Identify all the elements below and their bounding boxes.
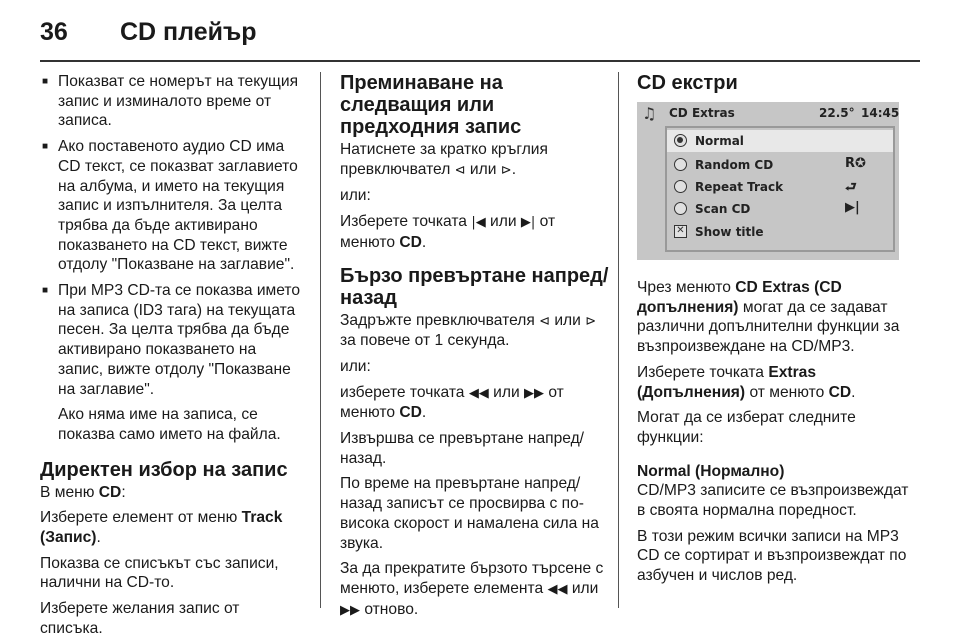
radio-icon (674, 180, 687, 193)
text: или (485, 213, 521, 231)
checkbox-checked-icon: ✕ (674, 225, 687, 238)
bullet-text: Показват се номерът на текущия запис и изминалото време от записа. (58, 73, 299, 130)
section-heading-cd-extras: CD екстри (637, 72, 738, 94)
rotary-right-icon: ⊳ (500, 162, 512, 178)
music-note-icon: ♫ (642, 104, 657, 123)
text: или (469, 160, 497, 178)
subheading-normal: Normal (Нормално) (637, 462, 785, 480)
menu-item-normal[interactable] (667, 130, 893, 152)
menu-name: CD (98, 483, 122, 501)
menu-item-name: Track (Запис) (40, 509, 283, 547)
repeat-icon: ⮐ (845, 180, 857, 195)
paragraph (340, 383, 610, 423)
rewind-icon: ◀◀ (547, 581, 568, 597)
paragraph (340, 140, 610, 180)
rotary-right-icon: ⊳ (585, 313, 597, 329)
prev-track-icon: |◀ (471, 215, 486, 231)
rotary-left-icon: ⊲ (539, 313, 551, 329)
bullet-square-icon: ■ (42, 141, 49, 153)
page-number: 36 (40, 18, 68, 46)
paragraph: Извършва се превъртане напред/назад. (340, 430, 585, 467)
paragraph (637, 363, 920, 402)
cd-extras-screen (637, 102, 899, 260)
screen-menu-list (665, 126, 895, 252)
text: . (421, 233, 427, 251)
menu-item-scan-cd[interactable] (667, 198, 893, 220)
column-divider (320, 72, 321, 608)
paragraph: В този режим всички записи на MP3 CD се сортират и възпроизвеждат по азбучен и числов ред. (637, 527, 907, 585)
page-header (0, 0, 960, 62)
text: За да прекратите бързото търсене с менюто, изберете елемента (340, 560, 604, 597)
paragraph: Могат да се изберат следните функции: (637, 409, 856, 446)
bullet-item (40, 72, 302, 131)
menu-item-repeat-track[interactable] (667, 176, 893, 198)
paragraph: Изберете желания запис от списъка. (40, 600, 240, 637)
text: или (567, 579, 599, 597)
rotary-left-icon: ⊲ (454, 162, 466, 178)
text: изберете точката (340, 383, 469, 401)
text: Задръжте превключвателя (340, 311, 540, 329)
section-heading-next-prev: Преминаване на следващия или предходния запис (340, 72, 522, 138)
bullet-note: Ако няма име на записа, се показва само името на файла. (58, 406, 281, 443)
screen-clock: 14:45 (861, 106, 900, 120)
text: . (421, 404, 427, 422)
screen-header (637, 102, 899, 126)
bullet-item (40, 281, 302, 399)
menu-item-show-title[interactable] (667, 221, 893, 243)
paragraph (40, 508, 302, 547)
text: Натиснете за кратко кръглия превключвател (340, 141, 548, 178)
screen-temperature: 22.5° (819, 106, 855, 120)
bullet-text: Ако поставеното аудио CD има CD текст, се показват заглавието на албума, и името на текущия запис и изпълнителя. За целта трябва да бъде активирано показването на CD текст, вижте отдолу "Показване на заглавие". (58, 138, 298, 274)
menu-item-label: Random CD (695, 158, 774, 172)
paragraph (340, 212, 610, 252)
radio-icon (674, 158, 687, 171)
text: могат да се задават различни допълнителни функции за възпроизвеждане на CD/MP3. (637, 298, 900, 356)
paragraph: или: (340, 187, 371, 205)
header-divider (40, 60, 920, 62)
paragraph: По време на превъртане напред/назад записът се просвирва с по-висока скорост и намалена сила на звука. (340, 475, 599, 552)
menu-item-label: Show title (695, 225, 764, 239)
bullet-item (40, 137, 302, 275)
text: Изберете точката (340, 213, 472, 231)
menu-item-name: Extras (Допълнения) (637, 363, 816, 401)
text: или (488, 383, 524, 401)
screen-title: CD Extras (669, 106, 735, 120)
column-left (40, 72, 302, 642)
menu-item-random-cd[interactable] (667, 154, 893, 176)
text: или (550, 311, 586, 329)
bullet-square-icon: ■ (42, 76, 49, 87)
text: . (96, 529, 101, 547)
rewind-icon: ◀◀ (468, 385, 489, 401)
menu-item-label: Scan CD (695, 202, 751, 216)
menu-name: CD (399, 404, 422, 422)
section-heading-direct-select: Директен избор на запис (40, 458, 288, 481)
paragraph (40, 483, 302, 503)
paragraph: или: (340, 357, 371, 375)
scan-icon: ▶| (845, 200, 860, 215)
text: В меню (40, 483, 99, 501)
text: Изберете точката (637, 363, 769, 381)
text: Изберете елемент от меню (40, 509, 242, 527)
text: от менюто (340, 383, 564, 422)
page-title: CD плейър (120, 18, 257, 46)
bullet-text: При MP3 CD-та се показва името на записа (ID3 тага) на текущата песен. За целта трябва да бъде активирано показването на запис, вижте отдолу "Показване на заглавие". (58, 282, 301, 398)
text: : (121, 483, 126, 501)
text: от менюто (340, 213, 556, 251)
menu-name: CD (399, 233, 422, 251)
menu-item-label: Repeat Track (695, 180, 784, 194)
column-right (637, 72, 920, 592)
menu-name: CD (828, 383, 852, 401)
random-icon: R✪ (845, 156, 866, 171)
section-heading-fast-forward: Бързо превъртане напред/назад (340, 264, 609, 309)
text: от менюто (745, 383, 829, 401)
bullet-square-icon: ■ (42, 285, 49, 297)
menu-name: CD Extras (CD допълнения) (637, 279, 842, 316)
menu-item-label: Normal (695, 134, 744, 148)
radio-selected-icon (674, 134, 687, 147)
paragraph: CD/MP3 записите се възпроизвеждат в своята нормална поредност. (637, 482, 909, 520)
paragraph (637, 278, 920, 357)
fast-forward-icon: ▶▶ (340, 602, 360, 618)
text: . (851, 383, 856, 401)
fast-forward-icon: ▶▶ (524, 385, 544, 401)
next-track-icon: ▶| (520, 215, 536, 231)
paragraph: Показва се списъкът със записи, налични на CD-то. (40, 554, 279, 592)
text: отново. (360, 600, 419, 618)
text: за повече от 1 секунда. (340, 332, 510, 350)
paragraph (340, 559, 610, 620)
paragraph (340, 311, 610, 351)
text: Чрез менюто (637, 279, 736, 296)
radio-icon (674, 202, 687, 215)
column-middle (340, 72, 610, 626)
column-divider (618, 72, 619, 608)
text: . (511, 160, 517, 178)
